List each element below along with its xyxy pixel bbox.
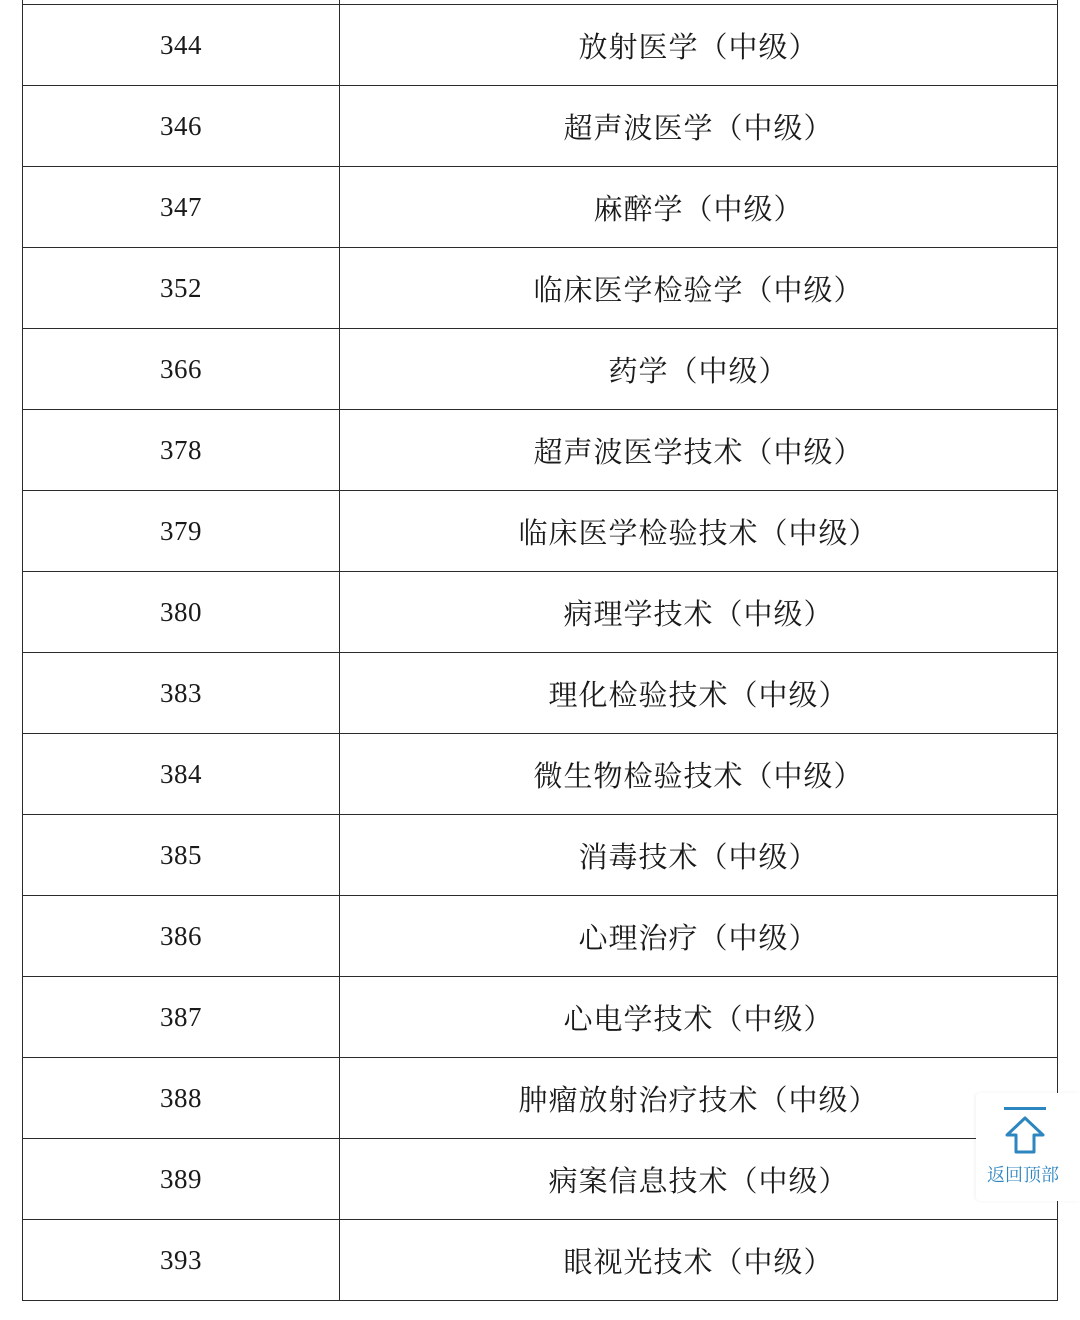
table-row (23, 653, 1058, 734)
up-arrow-icon (1003, 1115, 1047, 1155)
code-cell: 379 (23, 491, 340, 572)
table-row (23, 329, 1058, 410)
table-row (23, 977, 1058, 1058)
exam-code-table-container (22, 0, 1058, 1301)
table-row (23, 167, 1058, 248)
table-row (23, 86, 1058, 167)
name-cell: 心电学技术（中级） (340, 977, 1058, 1058)
table-body (23, 0, 1058, 1301)
table-row (23, 410, 1058, 491)
table-row (23, 1139, 1058, 1220)
name-cell: 微生物检验技术（中级） (340, 734, 1058, 815)
exam-code-table (22, 0, 1058, 1301)
name-cell: 心理治疗（中级） (340, 896, 1058, 977)
code-cell: 383 (23, 653, 340, 734)
name-cell: 眼视光技术（中级） (340, 1220, 1058, 1301)
code-cell: 386 (23, 896, 340, 977)
back-to-top-label: 返回顶部 (987, 1165, 1059, 1186)
name-cell: 放射医学（中级） (340, 5, 1058, 86)
table-row (23, 5, 1058, 86)
back-to-top-button[interactable] (976, 1093, 1080, 1201)
code-cell: 380 (23, 572, 340, 653)
name-cell: 消毒技术（中级） (340, 815, 1058, 896)
code-cell: 344 (23, 5, 340, 86)
table-row (23, 1220, 1058, 1301)
name-cell: 临床医学检验学（中级） (340, 248, 1058, 329)
code-cell: 393 (23, 1220, 340, 1301)
back-to-top-bar (1004, 1107, 1046, 1110)
code-cell: 388 (23, 1058, 340, 1139)
table-row (23, 815, 1058, 896)
name-cell: 病案信息技术（中级） (340, 1139, 1058, 1220)
code-cell: 378 (23, 410, 340, 491)
name-cell: 超声波医学（中级） (340, 86, 1058, 167)
table-row (23, 1058, 1058, 1139)
code-cell: 346 (23, 86, 340, 167)
code-cell: 385 (23, 815, 340, 896)
name-cell: 肿瘤放射治疗技术（中级） (340, 1058, 1058, 1139)
code-cell: 366 (23, 329, 340, 410)
table-row (23, 491, 1058, 572)
name-cell: 理化检验技术（中级） (340, 653, 1058, 734)
code-cell: 384 (23, 734, 340, 815)
table-row (23, 896, 1058, 977)
code-cell: 389 (23, 1139, 340, 1220)
name-cell: 病理学技术（中级） (340, 572, 1058, 653)
name-cell: 超声波医学技术（中级） (340, 410, 1058, 491)
code-cell: 352 (23, 248, 340, 329)
table-row (23, 248, 1058, 329)
table-row (23, 572, 1058, 653)
code-cell: 347 (23, 167, 340, 248)
code-cell: 387 (23, 977, 340, 1058)
name-cell: 临床医学检验技术（中级） (340, 491, 1058, 572)
table-row (23, 734, 1058, 815)
name-cell: 麻醉学（中级） (340, 167, 1058, 248)
name-cell: 药学（中级） (340, 329, 1058, 410)
